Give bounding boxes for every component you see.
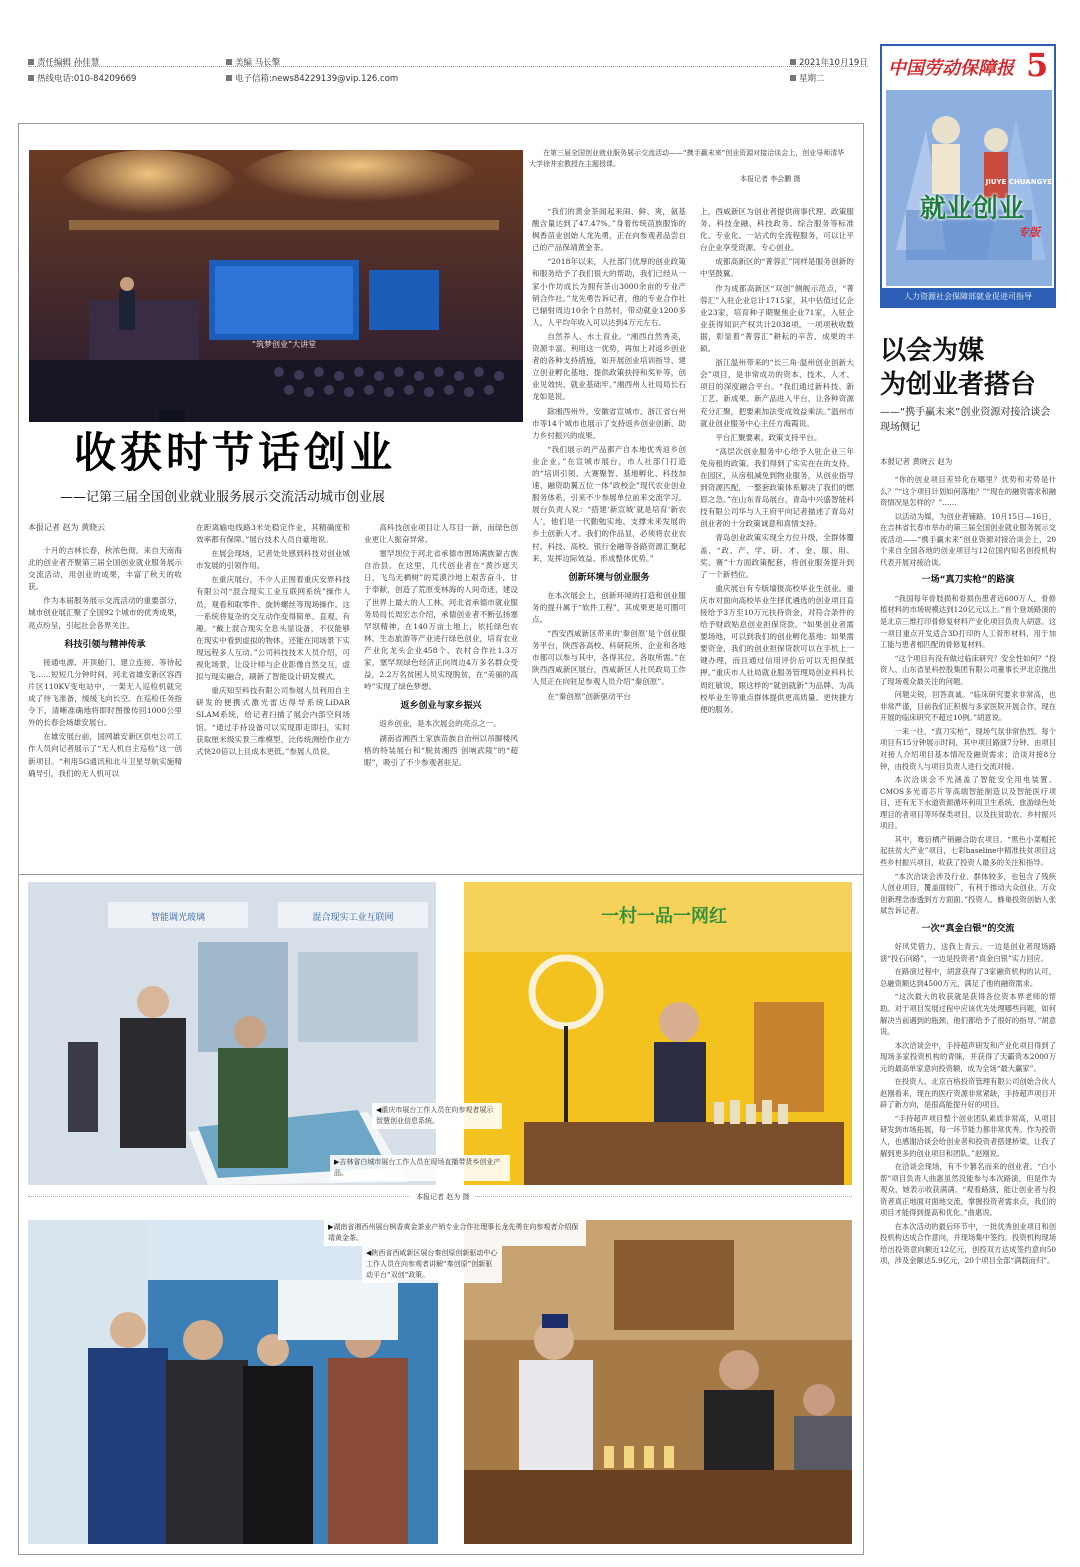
- paragraph: 作为成都高新区“双创”侧舰示范点，“菁蓉汇”入驻企业总计1715家，其中估值过亿企业23家，培育种子期聚焦企业71家，入驻企业获得知识产权共计2038项。一项项秋收数据，彰显着“菁蓉汇”耕耘的辛苦、成果的丰硕。: [700, 283, 854, 354]
- section-heading: 创新环境与创业服务: [568, 572, 650, 583]
- paragraph: 在展会现场，记者处处感到科技对创业城市发展的引领作用。: [196, 549, 350, 571]
- right-headline-line-2: 为创业者搭台: [880, 370, 1037, 400]
- paragraph: 重庆知至科技有限公司参展人员利用自主研发的便携式激光雷达得导系统LiDAR SLAM系统，给记者扫描了展会内部空间场馆。“通过手持设备可以实现即走即扫，实时获取厘米级实景三维模型，比传统测绘作业方式快20倍以上且成本更低。”参展人员说。: [196, 686, 350, 756]
- caption-1-text: 重庆市展台工作人员在向参观者展示智慧创业信息系统。: [376, 1106, 494, 1125]
- paragraph: 在投资人、北京百格投资管理有限公司创始合伙人赵刚看来，现在的医疗资源非常紧缺，手持超声项目开辟了新方向，是很高能提升好的项目。: [880, 1077, 1056, 1110]
- paragraph: 除湘西州外，安徽省宣城市、浙江省台州市等14个城市也展示了支持返乡创业创新、助力乡村振兴的成果。: [532, 406, 686, 440]
- paragraph: 成都高新区的“菁蓉汇”同样是服务创新的中坚鼓翼。: [700, 257, 854, 279]
- paragraph: 接通电源、开顶舱门、建立连接、等待起飞……短短几分钟时间，河北省雄安新区容西片区110KV变电站中，一架无人巡检机就完成了待飞准备，缓缓飞向长空。在巡检任务指令下，清晰准确地将即时图像传回1000公里外的长春会场雄安展台。: [28, 657, 182, 728]
- article-column-4: [532, 206, 686, 866]
- paragraph: 在洽谈会现场，有不少篡名而来的创业者。“白小帮”项目负责人曲惠虽然没能参与本次路演，但是作为观众，她表示收获满满。“观看路演，能让创业者与投资者真正地面对面地交流，掌握投资者需求点，我们的项目才能得到提高和优化。”曲惠说。: [880, 1162, 1056, 1218]
- sign-text-a: 智能调光玻璃: [150, 913, 206, 923]
- right-triangle-icon: ▶: [328, 1223, 334, 1231]
- paragraph: 在本次展会上，创新环境的打造和创业服务的提升属于“软件工程”，其成果更是可圈可点。: [532, 590, 686, 624]
- editor-name: 责任编辑 孙佳慧: [37, 58, 100, 68]
- email-line: [226, 72, 398, 84]
- paragraph: 青岛创业政策实现全方位升级，全群体覆盖、“政、产、学、研、才、金、服、用、奖、赛”十方面政策配套，将创业服务提升到了一个新档位。: [700, 533, 854, 579]
- paragraph: 自然养人、水土育业。“湘西自然秀美，资源丰富。利用这一优势，再加上对返乡创业者的各种支持措施，如开展创业培训指导、建立创业孵化基地、提供政策扶持和奖补等，创业见效快、就业基础牢。”湘西州人社局局长石龙如是说。: [532, 331, 686, 402]
- section-heading: 科技引领与精神传承: [64, 639, 146, 650]
- right-triangle-icon: ▶: [334, 1158, 340, 1166]
- main-subtitle: ——记第三届全国创业就业服务展示交流活动城市创业展: [60, 490, 386, 505]
- paragraph: “高层次创业服务中心给予入驻企业三年免房租的政策。我们得到了实实在在的支持。在园区，从房租减免到物业服务，从创业指导到资源匹配，一整套政策体系解决了我们的燃眉之急。”在山东青岛展台，青岛中兴盛智能科技有限公司华与人王府平向记者描述了青岛对创业者的十分政策诚意和真情支持。: [700, 446, 854, 529]
- hall-banner-text: “筑梦创业”大讲堂: [251, 340, 317, 349]
- hotline: 热线电话:010-84209669: [37, 74, 137, 84]
- paragraph: 问题尖锐，回答真诚。“临床研究要求非常高，也非常严谨，目前我们正积极与多家医院开展合作，现在开展的临床研究不超过10例。”胡意说。: [880, 690, 1056, 723]
- paragraph: 塞罕坝位于河北省承德市围场满族蒙古族自治县。在这里，几代创业者在“黄沙遮天日，飞鸟无栖树”的荒漠沙地上艰苦奋斗，甘于奉献，创造了荒原变林海的人间奇迹，建设了世界上最大的人工林。河北省承德市就业服务局局长周宏志介绍，承德创业者不断弘扬塞罕坝精神，在140万亩土地上，依托绿色农林、生态旅游等产业进行绿色创业，培育农业产业化龙头企业458个、农村合作社1.3万家，塞罕坝绿色经济正向周边4万多名群众受益，2.2万名贫困人员实现脱贫，在“美丽的高岭”实现了绿色梦想。: [364, 549, 518, 692]
- masthead-pinyin: JIUYE CHUANGYE: [985, 178, 1052, 186]
- article-column-2: [196, 522, 350, 863]
- paragraph: “我们展示的产品都产自本地优秀返乡创业企业。”在宣城市展台，市人社部门打造的“培训引领、大赛聚智、基地孵化、科技加速、融资助翼五位一体”政校企”现代农业创业服务体系，引来不少参展单位前来交流学习。展台负责人说：“搭建‘新宣城’就是培育‘新农人’，他们是一代勤勉实地、支撑未来发展的乡土创新人才。我们的作品显，必须将农业农村、科技、高校、银行金融等各路资源汇聚起来，发挥边际效益、形成整体优势。”: [532, 444, 686, 563]
- banner-text: 一村一品一网红: [601, 906, 727, 927]
- main-photo: [29, 150, 523, 422]
- section-title: 就业创业: [920, 194, 1025, 224]
- sign-text-b: 混合现实工业互联网: [312, 913, 394, 923]
- forum-hall-photo: [29, 150, 523, 422]
- paragraph: 本次洽谈会不光涵盖了智能安全用电装置、CMOS多光谱芯片等高端智能制造以及智能医疗项目，还有无下水道资源循环利用卫生系统、旅游绿色处理目的者项目等环保类项目，以及扶贫助农、乡村振兴项目。: [880, 775, 1056, 831]
- paragraph: 在“秦创原”创新驱动平台: [547, 691, 631, 701]
- hotline-line: [28, 72, 136, 84]
- paragraph: 返乡创业，是本次展会的亮点之一。: [379, 719, 501, 729]
- paragraph: “你的创业项目差异化在哪里？优势和劣势是什么？”“这个项目计划如何落地？”“现在的融资需求和融资情况是怎样的？”……: [880, 475, 1056, 508]
- masthead-box: [880, 44, 1056, 308]
- main-photo-credit: 本报记者 李会鹏 摄: [740, 175, 801, 183]
- article-column-5: [700, 206, 854, 866]
- paragraph: “2018年以来，人社部门优厚的创业政策和服务给予了我们很大的帮助，我们已经从一家小作坊成长为拥有茶山3000余亩的专业产销合作社。”龙先勇告诉记者，他的专业合作社已辐射周边10余个自然村，带动就业1200多人，人平均年收入可以达到4万元左右。: [532, 257, 686, 327]
- right-article-body: [880, 474, 1056, 1554]
- left-triangle-icon: ◀: [376, 1106, 382, 1114]
- paragraph: 重庆展台有专版墙报高校毕业生创业。重庆市对面向高校毕业生择优遴选的创业项目直接给予3万至10万元扶持资金，对符合条件的给予财政贴息创业担保贷款。“如果创业者需要场地，可以到我们的创业孵化基地；如果需要资金，我们的创业担保贷款可以在手机上一键办理，而且通过信用评价后可以无担保抵押。”重庆市人社局就业服务管理局创业科科长周红敏说，眼这样的“就创就新”为品牌、为高校毕业生等重点群体提供更高质量、更快捷方便的服务。: [700, 583, 854, 714]
- paragraph: “这次最大的收获就是获得各位资本界老师的帮助。对于项目发展过程中应该优先处理哪些问题，如何解决当前遇到的瓶颈，他们都给予了很好的指导。”胡意说。: [880, 992, 1056, 1037]
- paragraph: 十月的吉林长春，秋浓色彻。来自天南海北的创业者齐聚第三届全国创业就业服务展示交流活动，用创业的成果，丰富了秋天的收获。: [28, 546, 182, 592]
- caption-2-text: 吉林省白城市展台工作人员在现场直播带货乡创业产品。: [334, 1158, 501, 1177]
- article-column-3: [364, 522, 518, 863]
- paragraph: 其中，骞衍栖产销融合助农项目、“黑色小菜帽托起扶贫大产业”项目，七彩baseline中精准扶贫项目这些乡村振兴项目，收获了投资人最多的关注和指导。: [880, 834, 1056, 867]
- special-edition-tag: 专版: [1018, 226, 1040, 239]
- paragraph: “我国每年骨肢损和骨损伤患者近600万人，骨修植材料的市场规模达到120亿元以上。”首个登场路演的是北京三维打印骨修复材料产业化项目负责人胡意。这一项目重点开发适合3D打印的人工骨形材料，用于加工能与患者相匹配的骨修复材料。: [880, 593, 1056, 650]
- paragraph: 在路演过程中，胡意获得了3家融资机构的认可，总融资额达到4500万元，满足了他的融资需求。: [880, 967, 1056, 988]
- right-headline: [880, 334, 1036, 402]
- paragraph: 在本次活动的最后环节中，一批优秀创业项目和创投机构达成合作意向，并现场集中签约。投资机构现场给出投资意向额近12亿元，创投双方达成签约意向50项，涉及金额达5.9亿元，20个项目全部“满载而归”。: [880, 1221, 1056, 1266]
- paragraph: 本次洽谈会中，手持超声研发和产业化项目得到了现场多家投资机构的青睐，并获得了天霸资本2000万元的最高单家意向投资额，成为全场“最大赢家”。: [880, 1040, 1056, 1073]
- paper-name: 中国劳动保障报: [888, 58, 1014, 79]
- paragraph: 浙江温州带来的“长三角·温州创业创新大会”项目，是非常成功的资本、技术、人才、项目的深度融合平台。“我们通过新科技、新工艺、新成果、新产品进入平台，让各种资源充分汇聚，把要素加法变成效益乘法。”温州市就业创业服务中心主任方海霞说。: [700, 358, 854, 428]
- paragraph: “西安西咸新区带来的‘秦创原’是个创业服务平台，陕西各高校、科研院所、企业和各地市都可以参与其中，各得其位、各取所需。”在陕西西咸新区展台，西咸新区人社民政局工作人员正在向驻足参观人员介绍“秦创原”。: [532, 629, 686, 687]
- lower-frame: [18, 875, 864, 1555]
- weekday: 星期二: [799, 74, 825, 84]
- right-headline-line-1: 以会为媒: [880, 336, 985, 366]
- paragraph: 在距离输电线路3米处稳定作业，其精确度和效率都有保障。”展台技术人员自豪地说。: [196, 523, 350, 545]
- paragraph: 高科技创业项目让人耳目一新，而绿色创业更让人振奋异常。: [364, 523, 518, 545]
- mid-photo-credit: 本报记者 赵为 摄: [410, 1192, 475, 1203]
- section-heading: 一次“真金白银”的交流: [921, 923, 1015, 934]
- article-column-1: [28, 545, 182, 863]
- paragraph: 上，西咸新区为创业者提供商事代理、政策服务、科技金融、科技政务、综合服务等标准化、专业化、一站式的全流程服务，可以让平台企业享受资源、专心创业。: [700, 207, 854, 253]
- paragraph: 湖南省湘西土家族苗族自治州以吊脚楼风格的特装展台和“脱贫湘西 创响武陵”的“超眼”，吸引了不少参观者驻足。: [364, 733, 518, 767]
- paragraph: 在雄安展台前，国网雄安新区供电公司工作人员向记者展示了“无人机自主巡检”这一创新项目。“利用5G通讯和北斗卫星导航实施精确导引，我们的无人机可以: [28, 732, 182, 778]
- paragraph: 以活动为媒，为创业者铺路。10月15日—16日，在吉林省长春市举办的第三届全国创业就业服务展示交流活动——“携手赢未来”创业资源对接洽谈会上，20个来自全国各地的创业项目与12位国内知名创投机构代表开展对接洽谈。: [880, 511, 1056, 567]
- section-heading: 返乡创业与家乡振兴: [400, 701, 482, 712]
- section-heading: 一场“真刀实枪”的路演: [921, 575, 1015, 586]
- header-divider: [28, 66, 868, 67]
- weekday-line: [790, 72, 825, 84]
- paragraph: 在重庆展台，不少人正围着重庆安界科技有限公司“混合现实工业互联网系统”操作人员，观看和取零件、旋转螺丝等现场操作。这一系统将复杂的交互动作变得简单、直观、有趣。“戴上混合现实全息头显设备，不仅能够在现实中看到虚拟的物体，还能在同场景下实现远程多人互动。”公司科技技术人员介绍，可视化场景，让设计师与企业影像自然交互，虚拟与现实融合，刷新了智能设计研发模式。: [196, 575, 350, 682]
- right-byline: 本报记者 黄晓云 赵为: [880, 457, 953, 466]
- paragraph: “这个项目有没有做过临床研究？安全性如何？”投资人、山东省星科控股集团有限公司董事长尹北京抛出了现场观众最关注的问题。: [880, 653, 1056, 686]
- caption-4-text: 陕西省西咸新区展台秦创原创新驱动中心工作人员在向参观者讲解“秦创原”创新驱动平台“双创”政策。: [366, 1249, 498, 1279]
- main-photo-caption: 在第三届全国创业就业服务展示交流活动——“携手赢未来”创业资源对接洽谈会上，创业导师清华大学徐井宏教授在主题授课。: [529, 149, 845, 168]
- main-byline: 本报记者 赵为 黄晓云: [28, 523, 106, 532]
- main-headline: 收获时节话创业: [74, 428, 397, 477]
- paragraph: 好风凭借力，送我上青云。一边是创业者现场路演“投石问路”，一边是投资者“真金白银”实力回应。: [880, 942, 1056, 963]
- caption-3-text: 湖南省湘西州展台枫香黄金茶业产销专业合作社理事长龙先勇在向参观者介绍保靖黄金茶。: [328, 1223, 579, 1242]
- guide-bar: 人力资源社会保障部就业促进司指导: [882, 288, 1054, 306]
- left-triangle-icon: ◀: [366, 1249, 372, 1257]
- right-subtitle: ——“携手赢未来”创业资源对接洽谈会现场侧记: [880, 407, 1051, 433]
- artist-name: 美编 马长擎: [235, 58, 281, 68]
- paragraph: 一来一往，“真刀实枪”，现场气氛非常热烈。每个项目有15分钟展示时间，其中项目路演7分钟、由项目对接人介绍项目基本情况及融资需求；洽谈对接8分钟，由投资人与项目负责人进行交流对接。: [880, 726, 1056, 771]
- email: 电子信箱:news84229139@vip.126.com: [235, 74, 399, 84]
- paragraph: 平台汇聚要素，政策支持平台。: [715, 432, 822, 442]
- page-number: 5: [1026, 46, 1049, 84]
- paragraph: 作为本届服务展示交流活动的重要部分，城市创业展汇聚了全国92个城市的优秀成果，亮点纷呈，引起社会各界关注。: [28, 596, 182, 630]
- paragraph: “我们的黄金茶闻起来闹、鲜、爽，氨基酸含量达到了47.47%。”身着传统苗族服饰的枫香苗业创始人龙先勇，正在向参观者品尝自己的产品保靖黄金茶。: [532, 207, 686, 253]
- issue-date: 2021年10月19日: [799, 58, 868, 68]
- paragraph: “手持超声项目整个创业团队素质非常高，从项目研发到市场拓展，每一环节能力都非常优秀。作为投资人，也感谢洽谈会给创业者和投资者搭建桥梁，让我了解到更多的创业项目和团队。”赵刚说。: [880, 1113, 1056, 1158]
- paragraph: “本次洽谈会涉及行业、群体较多，也包含了残疾人创业项目，覆盖面较广，有利于推动大众创业、万众创新理念渗透到方方面面。”投资人、蜂巢投资创始人张斌告诉记者。: [880, 871, 1056, 916]
